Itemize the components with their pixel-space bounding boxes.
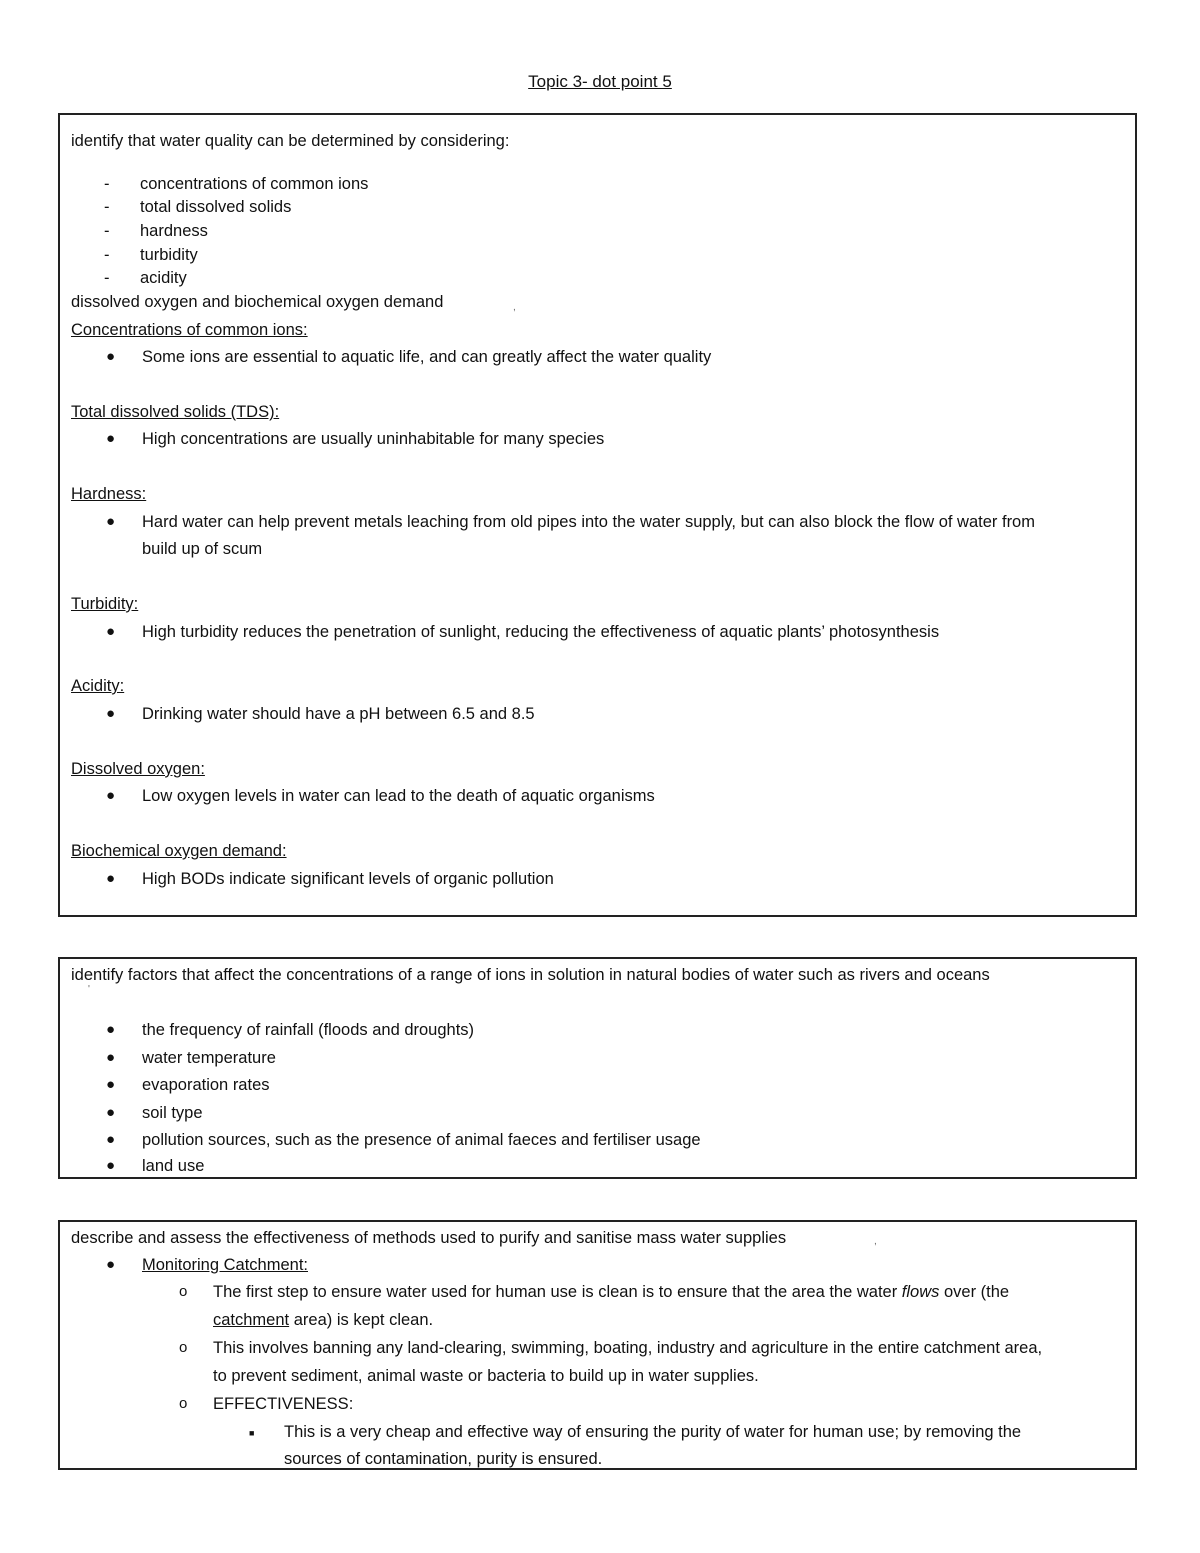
section-heading: Total dissolved solids (TDS):	[71, 403, 280, 421]
dash-marker: -	[104, 269, 110, 287]
dash-item-last: dissolved oxygen and biochemical oxygen demand	[71, 293, 444, 311]
water-quality-box	[58, 113, 1137, 917]
section-text: High turbidity reduces the penetration of sunlight, reducing the effectiveness of aquatic plants’ photosynthesis	[142, 623, 940, 641]
section-heading: Hardness:	[71, 485, 147, 503]
ion-factors-box	[58, 957, 1137, 1179]
factor-item: soil type	[142, 1104, 203, 1122]
sub-point-text: over (the	[943, 1283, 1010, 1301]
sub-sub-point: This is a very cheap and effective way of ensuring the purity of water for human use; by removing the	[284, 1423, 1022, 1441]
sub-sub-point-cont: sources of contamination, purity is ensured.	[284, 1450, 603, 1468]
bullet-marker: ●	[106, 1131, 116, 1148]
bullet-marker: ●	[106, 348, 116, 365]
sub-point: This involves banning any land-clearing, swimming, boating, industry and agriculture in the entire catchment area,	[213, 1339, 1043, 1357]
bullet-marker: ●	[106, 1157, 116, 1174]
sub-point-text: The first step to ensure water used for human use is clean is to ensure that the area the water	[213, 1283, 898, 1301]
comment-mark: ,	[513, 302, 516, 313]
section-text: High BODs indicate significant levels of organic pollution	[142, 870, 554, 888]
comment-mark: '	[88, 984, 90, 995]
dash-item: concentrations of common ions	[140, 175, 369, 193]
bullet-marker: ●	[106, 1049, 116, 1066]
factor-item: the frequency of rainfall (floods and droughts)	[142, 1021, 475, 1039]
bullet-marker: ●	[106, 870, 116, 887]
page-title: Topic 3- dot point 5	[528, 72, 672, 91]
section-heading: Concentrations of common ions:	[71, 321, 308, 339]
sub-point-text: area) is kept clean.	[293, 1311, 434, 1329]
dash-item: hardness	[140, 222, 208, 240]
section-text: Low oxygen levels in water can lead to the death of aquatic organisms	[142, 787, 655, 805]
bullet-marker: ●	[106, 1256, 116, 1273]
method-heading: Monitoring Catchment:	[142, 1256, 308, 1274]
box3-intro: describe and assess the effectiveness of methods used to purify and sanitise mass water supplies	[71, 1229, 787, 1247]
sub-point-emphasis: flows	[901, 1283, 940, 1301]
dash-marker: -	[104, 246, 110, 264]
section-text: Hard water can help prevent metals leaching from old pipes into the water supply, but can also block the flow of water from	[142, 513, 1035, 531]
bullet-marker: ●	[106, 513, 116, 530]
section-text: High concentrations are usually uninhabitable for many species	[142, 430, 605, 448]
box1-intro: identify that water quality can be determined by considering:	[71, 132, 510, 150]
bullet-marker: ●	[106, 787, 116, 804]
bullet-marker: ●	[106, 623, 116, 640]
dash-marker: -	[104, 198, 110, 216]
dash-item: total dissolved solids	[140, 198, 292, 216]
section-heading: Acidity:	[71, 677, 125, 695]
section-text: Drinking water should have a pH between 6.5 and 8.5	[142, 705, 535, 723]
section-text-cont: build up of scum	[142, 540, 263, 558]
circle-bullet-marker: o	[179, 1283, 188, 1300]
sub-point: EFFECTIVENESS:	[213, 1395, 354, 1413]
factor-item: land use	[142, 1157, 205, 1175]
box2-intro: identify factors that affect the concentrations of a range of ions in solution in natural bodies of water such as rivers and oceans	[71, 966, 990, 984]
bullet-marker: ●	[106, 430, 116, 447]
factor-item: evaporation rates	[142, 1076, 270, 1094]
section-heading: Dissolved oxygen:	[71, 760, 205, 778]
factor-item: pollution sources, such as the presence of animal faeces and fertiliser usage	[142, 1131, 701, 1149]
circle-bullet-marker: o	[179, 1339, 188, 1356]
bullet-marker: ●	[106, 1104, 116, 1121]
dash-marker: -	[104, 222, 110, 240]
comment-mark: ,	[874, 1236, 877, 1247]
section-text: Some ions are essential to aquatic life, and can greatly affect the water quality	[142, 348, 712, 366]
sub-point	[213, 1282, 1009, 1302]
factor-item: water temperature	[142, 1049, 276, 1067]
purification-box	[58, 1220, 1137, 1470]
bullet-marker: ●	[106, 1021, 116, 1038]
section-heading: Turbidity:	[71, 595, 139, 613]
dash-item: turbidity	[140, 246, 198, 264]
sub-point-cont	[213, 1310, 433, 1330]
bullet-marker: ●	[106, 705, 116, 722]
section-heading: Biochemical oxygen demand:	[71, 842, 287, 860]
circle-bullet-marker: o	[179, 1395, 188, 1412]
square-bullet-marker: ■	[249, 1428, 255, 1438]
dash-item: acidity	[140, 269, 187, 287]
dash-marker: -	[104, 175, 110, 193]
sub-point-underlined: catchment	[213, 1311, 290, 1329]
sub-point-cont: to prevent sediment, animal waste or bacteria to build up in water supplies.	[213, 1367, 759, 1385]
bullet-marker: ●	[106, 1076, 116, 1093]
